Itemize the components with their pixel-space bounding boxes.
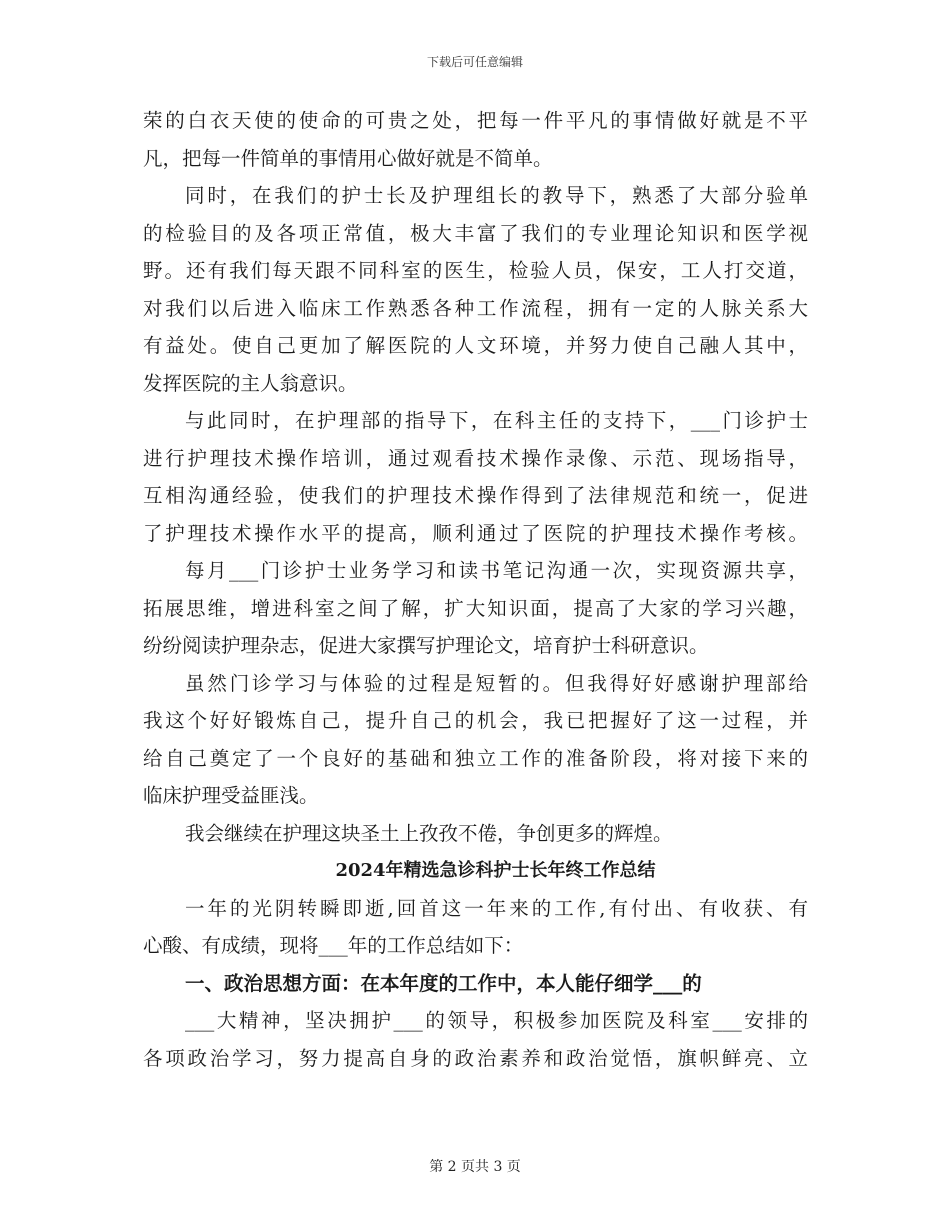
text-line: 拓展思维，增进科室之间了解，扩大知识面，提高了大家的学习兴趣，: [143, 596, 808, 620]
text-line: 一、政治思想方面：在本年度的工作中，本人能仔细学___的: [185, 971, 702, 995]
text-line: 有益处。使自己更加了解医院的人文环境，并努力使自己融人其中，: [143, 334, 808, 357]
text-line: 纷纷阅读护理杂志，促进大家撰写护理论文，培育护士科研意识。: [143, 634, 709, 657]
text-line: 我这个好好锻炼自己，提升自己的机会，我已把握好了这一过程，并: [143, 709, 808, 732]
text-line: 凡，把每一件简单的事情用心做好就是不简单。: [143, 146, 553, 170]
text-line: 荣的白衣天使的使命的可贵之处，把每一件平凡的事情做好就是不平: [143, 109, 808, 132]
text-line: 每月___门诊护士业务学习和读书笔记沟通一次，实现资源共享，: [185, 559, 808, 582]
text-line: 心酸、有成绩，现将___年的工作总结如下：: [143, 934, 524, 957]
text-line: 进行护理技术操作培训，通过观看技术操作录像、示范、现场指导，: [143, 446, 808, 470]
text-line: 虽然门诊学习与体验的过程是短暂的。但我得好好感谢护理部给: [185, 671, 808, 695]
document-body: [143, 102, 808, 1077]
text-line: 临床护理受益匪浅。: [143, 784, 319, 807]
section-title: 2024年精选急诊科护士长年终工作总结: [335, 860, 656, 881]
text-line: 一年的光阴转瞬即逝,回首这一年来的工作,有付出、有收获、有: [185, 896, 808, 920]
text-line: 与此同时，在护理部的指导下，在科主任的支持下，___门诊护士: [185, 409, 808, 432]
text-line: 的检验目的及各项正常值，极大丰富了我们的专业理论知识和医学视: [143, 221, 808, 245]
text-line: 给自己奠定了一个良好的基础和独立工作的准备阶段，将对接下来的: [143, 746, 808, 770]
text-line: 互相沟通经验，使我们的护理技术操作得到了法律规范和统一，促进: [143, 484, 808, 507]
text-line: 同时，在我们的护士长及护理组长的教导下，熟悉了大部分验单: [185, 184, 808, 207]
text-line: 发挥医院的主人翁意识。: [143, 371, 358, 395]
page-header: 下载后可任意编辑: [426, 55, 523, 69]
text-line: 我会继续在护理这块圣土上孜孜不倦，争创更多的辉煌。: [185, 821, 673, 845]
text-line: 对我们以后进入临床工作熟悉各种工作流程，拥有一定的人脉关系大: [143, 296, 808, 320]
text-line: 各项政治学习，努力提高自身的政治素养和政治觉悟，旗帜鲜亮、立: [143, 1046, 808, 1070]
text-line: 野。还有我们每天跟不同科室的医生，检验人员，保安，工人打交道，: [143, 259, 808, 282]
text-line: 了护理技术操作水平的提高，顺利通过了医院的护理技术操作考核。: [143, 521, 808, 545]
text-line: ___大精神，坚决拥护___的领导，积极参加医院及科室___安排的: [185, 1009, 808, 1032]
page-number: 第 2 页共 3 页: [429, 1159, 521, 1175]
